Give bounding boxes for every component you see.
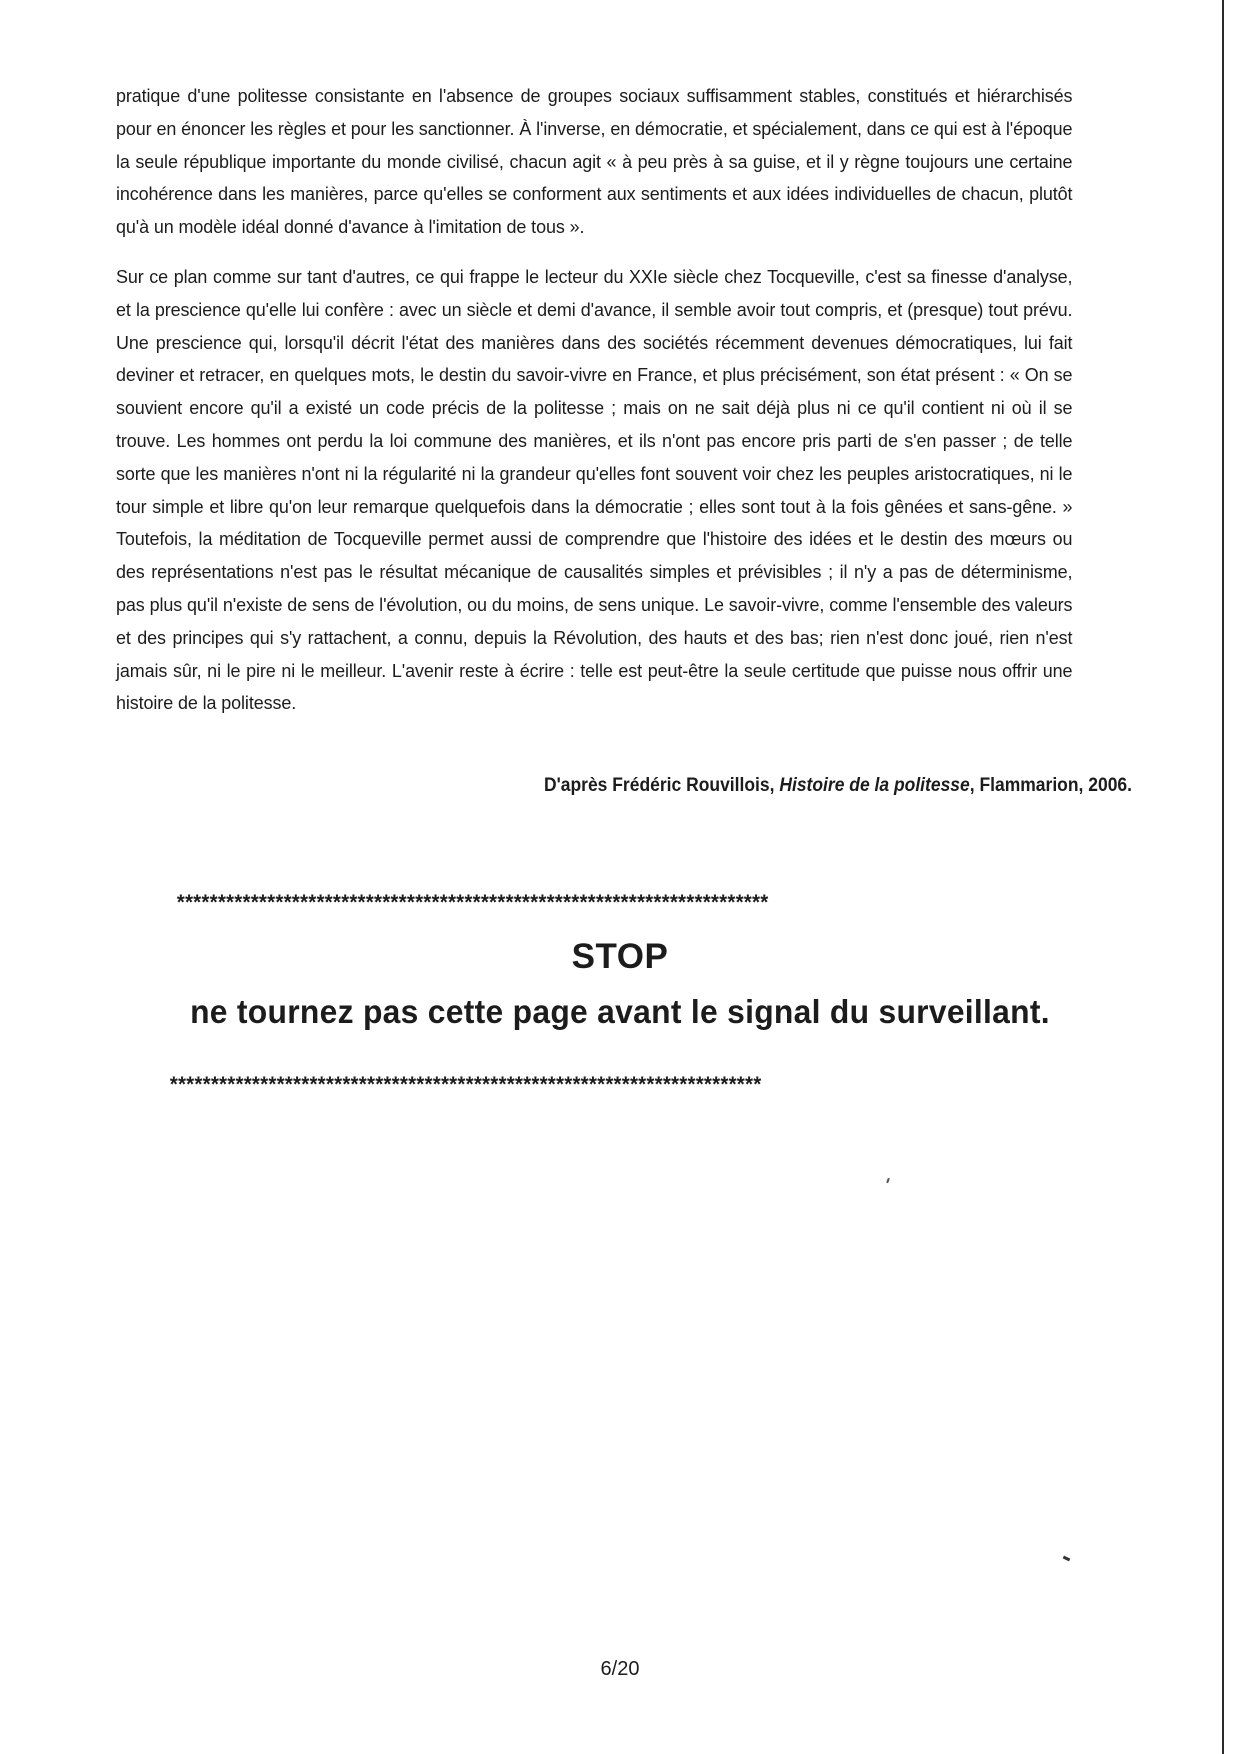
source-citation: [367, 775, 1132, 797]
stop-heading: STOP: [571, 937, 669, 976]
article-body: [116, 80, 1072, 720]
separator-bottom: ************************************************************************: [169, 1073, 761, 1096]
citation-publisher: , Flammarion, 2006.: [969, 775, 1132, 796]
citation-work-title: Histoire de la politesse: [779, 775, 970, 796]
citation-author: D'après Frédéric Rouvillois,: [543, 775, 780, 796]
scan-speck: [1063, 1556, 1071, 1562]
page-edge-rule: [1222, 0, 1224, 1754]
stop-instruction: ne tournez pas cette page avant le signal du surveillant.: [190, 994, 1050, 1031]
paragraph-1: pratique d'une politesse consistante en l'absence de groupes sociaux suffisamment stables, constitués et hiérarchisés pour en énoncer les règles et pour les sanctionner. À l'inverse, en démocratie, et spécialement, dans ce qui est à l'époque la seule république importante du monde civilisé, chacun agit « à peu près à sa guise, et il y règne toujours une certaine incohérence dans les manières, parce qu'elles se conforment aux sentiments et aux idées individuelles de chacun, plutôt qu'à un modèle idéal donné d'avance à l'imitation de tous ».: [116, 85, 1073, 238]
paragraph-2: Sur ce plan comme sur tant d'autres, ce qui frappe le lecteur du XXIe siècle chez Tocqueville, c'est sa finesse d'analyse, et la prescience qu'elle lui confère : avec un siècle et demi d'avance, il semble avoir tout compris, et (presque) tout prévu. Une prescience qui, lorsqu'il décrit l'état des manières dans des sociétés récemment devenues démocratiques, lui fait deviner et retracer, en quelques mots, le destin du savoir-vivre en France, et plus précisément, son état présent : « On se souvient encore qu'il a existé un code précis de la politesse ; mais on ne sait déjà plus ni ce qu'il contient ni où il se trouve. Les hommes ont perdu la loi commune des manières, et ils n'ont pas encore pris parti de s'en passer ; de telle sorte que les manières n'ont ni la régularité ni la grandeur qu'elles font souvent voir chez les peuples aristocratiques, ni le tour simple et libre qu'on leur remarque quelquefois dans la démocratie ; elles sont tout à la fois gênées et sans-gêne. » Toutefois, la méditation de Tocqueville permet aussi de comprendre que l'histoire des idées et le destin des mœurs ou des représentations n'est pas le résultat mécanique de causalités simples et prévisibles ; il n'y a pas de déterminisme, pas plus qu'il n'existe de sens de l'évolution, ou du moins, de sens unique. Le savoir-vivre, comme l'ensemble des valeurs et des principes qui s'y rattachent, a connu, depuis la Révolution, des hauts et des bas; rien n'est donc joué, rien n'est jamais sûr, ni le pire ni le meilleur. L'avenir reste à écrire : telle est peut-être la seule certitude que puisse nous offrir une histoire de la politesse.: [116, 265, 1073, 714]
page-number: 6/20: [600, 1658, 640, 1680]
scan-speck: [886, 1178, 890, 1183]
separator-top: ************************************************************************: [176, 891, 768, 914]
